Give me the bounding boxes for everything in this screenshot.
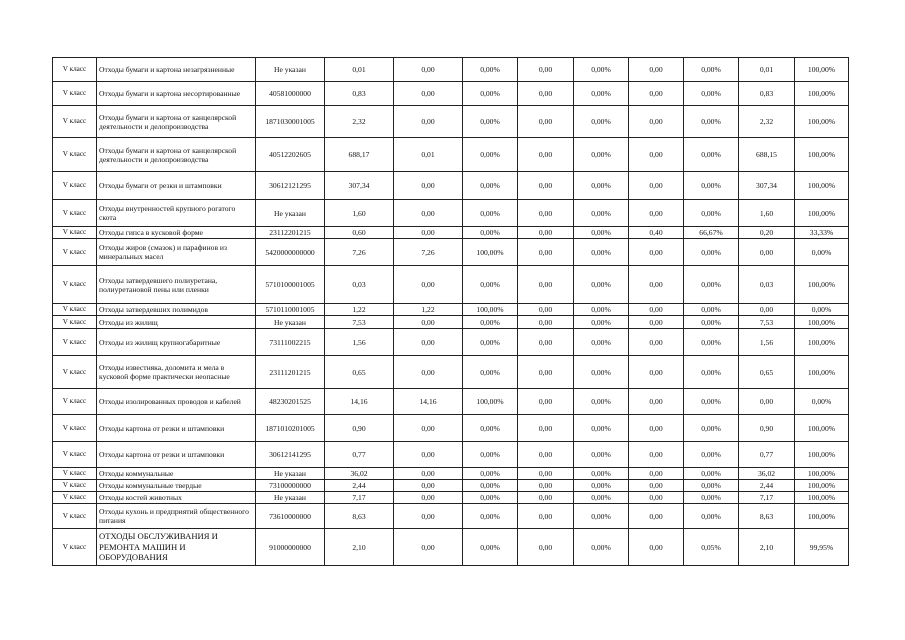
col5-cell: 0,00% <box>574 329 629 356</box>
col2-cell: 0,00 <box>394 82 463 106</box>
col4-cell: 0,00 <box>518 529 574 566</box>
class-cell: V класс <box>53 58 97 82</box>
col6-cell: 0,00 <box>629 329 684 356</box>
amount-cell: 7,53 <box>325 316 394 329</box>
col2-cell: 0,00 <box>394 106 463 138</box>
col4-cell: 0,00 <box>518 504 574 529</box>
col4-cell: 0,00 <box>518 200 574 227</box>
col3-cell: 0,00% <box>463 504 518 529</box>
col2-cell: 0,00 <box>394 172 463 200</box>
col2-cell: 0,00 <box>394 468 463 480</box>
col7-cell: 0,00% <box>684 138 739 172</box>
col7-cell: 0,00% <box>684 389 739 415</box>
col5-cell: 0,00% <box>574 356 629 389</box>
code-cell: 73100000000 <box>256 480 325 492</box>
col8-cell: 8,63 <box>739 504 795 529</box>
col6-cell: 0,00 <box>629 529 684 566</box>
col3-cell: 0,00% <box>463 442 518 468</box>
col5-cell: 0,00% <box>574 316 629 329</box>
col4-cell: 0,00 <box>518 239 574 266</box>
col2-cell: 0,00 <box>394 329 463 356</box>
col8-cell: 0,00 <box>739 239 795 266</box>
class-cell: V класс <box>53 356 97 389</box>
col7-cell: 0,05% <box>684 529 739 566</box>
col8-cell: 0,00 <box>739 304 795 316</box>
col9-cell: 100,00% <box>795 492 849 504</box>
name-cell: Отходы жиров (смазок) и парафинов из минеральных масел <box>97 239 256 266</box>
name-cell: Отходы коммунальные <box>97 468 256 480</box>
col8-cell: 0,77 <box>739 442 795 468</box>
col6-cell: 0,00 <box>629 106 684 138</box>
col9-cell: 100,00% <box>795 106 849 138</box>
amount-cell: 1,60 <box>325 200 394 227</box>
col7-cell: 0,00% <box>684 200 739 227</box>
col5-cell: 0,00% <box>574 304 629 316</box>
col7-cell: 0,00% <box>684 316 739 329</box>
col3-cell: 100,00% <box>463 239 518 266</box>
col7-cell: 0,00% <box>684 58 739 82</box>
name-cell: Отходы из жилищ <box>97 316 256 329</box>
code-cell: 40581000000 <box>256 82 325 106</box>
col5-cell: 0,00% <box>574 227 629 239</box>
table-row <box>53 468 849 480</box>
col6-cell: 0,00 <box>629 492 684 504</box>
col3-cell: 0,00% <box>463 316 518 329</box>
code-cell: 1871030001005 <box>256 106 325 138</box>
code-cell: 73610000000 <box>256 504 325 529</box>
table-row <box>53 480 849 492</box>
amount-cell: 1,56 <box>325 329 394 356</box>
code-cell: 91000000000 <box>256 529 325 566</box>
col3-cell: 0,00% <box>463 58 518 82</box>
col7-cell: 0,00% <box>684 492 739 504</box>
amount-cell: 2,32 <box>325 106 394 138</box>
col9-cell: 100,00% <box>795 329 849 356</box>
class-cell: V класс <box>53 442 97 468</box>
col4-cell: 0,00 <box>518 138 574 172</box>
col8-cell: 2,32 <box>739 106 795 138</box>
col5-cell: 0,00% <box>574 415 629 442</box>
code-cell: Не указан <box>256 468 325 480</box>
class-cell: V класс <box>53 239 97 266</box>
col3-cell: 100,00% <box>463 389 518 415</box>
col9-cell: 100,00% <box>795 138 849 172</box>
col5-cell: 0,00% <box>574 138 629 172</box>
name-cell: Отходы известняка, доломита и мела в кусковой форме практически неопасные <box>97 356 256 389</box>
name-cell: Отходы картона от резки и штамповки <box>97 442 256 468</box>
col5-cell: 0,00% <box>574 172 629 200</box>
col2-cell: 0,00 <box>394 415 463 442</box>
code-cell: Не указан <box>256 316 325 329</box>
col3-cell: 0,00% <box>463 266 518 304</box>
amount-cell: 7,17 <box>325 492 394 504</box>
col8-cell: 7,17 <box>739 492 795 504</box>
name-cell: Отходы кухонь и предприятий общественного питания <box>97 504 256 529</box>
col4-cell: 0,00 <box>518 329 574 356</box>
col3-cell: 0,00% <box>463 200 518 227</box>
amount-cell: 0,60 <box>325 227 394 239</box>
code-cell: 5420000000000 <box>256 239 325 266</box>
name-cell: Отходы бумаги и картона от канцелярской деятельности и делопроизводства <box>97 138 256 172</box>
class-cell: V класс <box>53 172 97 200</box>
col3-cell: 0,00% <box>463 468 518 480</box>
code-cell: 5710100001005 <box>256 266 325 304</box>
table-row <box>53 58 849 82</box>
col9-cell: 0,00% <box>795 389 849 415</box>
col3-cell: 0,00% <box>463 106 518 138</box>
col9-cell: 100,00% <box>795 316 849 329</box>
code-cell: Не указан <box>256 200 325 227</box>
amount-cell: 0,03 <box>325 266 394 304</box>
col7-cell: 0,00% <box>684 82 739 106</box>
name-cell: Отходы бумаги от резки и штамповки <box>97 172 256 200</box>
code-cell: Не указан <box>256 492 325 504</box>
col8-cell: 0,90 <box>739 415 795 442</box>
col7-cell: 0,00% <box>684 504 739 529</box>
name-cell: Отходы затвердевшего полиуретана, полиуретановой пены или пленки <box>97 266 256 304</box>
col7-cell: 0,00% <box>684 442 739 468</box>
col6-cell: 0,00 <box>629 415 684 442</box>
col9-cell: 33,33% <box>795 227 849 239</box>
col2-cell: 0,00 <box>394 492 463 504</box>
class-cell: V класс <box>53 200 97 227</box>
class-cell: V класс <box>53 82 97 106</box>
name-cell: Отходы бумаги и картона от канцелярской деятельности и делопроизводства <box>97 106 256 138</box>
amount-cell: 307,34 <box>325 172 394 200</box>
name-cell: Отходы картона от резки и штамповки <box>97 415 256 442</box>
class-cell: V класс <box>53 529 97 566</box>
col4-cell: 0,00 <box>518 492 574 504</box>
col9-cell: 100,00% <box>795 442 849 468</box>
col2-cell: 0,00 <box>394 316 463 329</box>
code-cell: 73111002215 <box>256 329 325 356</box>
amount-cell: 14,16 <box>325 389 394 415</box>
col3-cell: 0,00% <box>463 82 518 106</box>
col8-cell: 7,53 <box>739 316 795 329</box>
table-row <box>53 172 849 200</box>
col3-cell: 0,00% <box>463 492 518 504</box>
col8-cell: 0,83 <box>739 82 795 106</box>
col7-cell: 0,00% <box>684 304 739 316</box>
col4-cell: 0,00 <box>518 480 574 492</box>
class-cell: V класс <box>53 316 97 329</box>
table-row <box>53 239 849 266</box>
table-row <box>53 504 849 529</box>
code-cell: 23112201215 <box>256 227 325 239</box>
col3-cell: 100,00% <box>463 304 518 316</box>
col2-cell: 0,00 <box>394 480 463 492</box>
col2-cell: 0,01 <box>394 138 463 172</box>
table-row <box>53 415 849 442</box>
class-cell: V класс <box>53 389 97 415</box>
col2-cell: 14,16 <box>394 389 463 415</box>
class-cell: V класс <box>53 492 97 504</box>
col2-cell: 1,22 <box>394 304 463 316</box>
col4-cell: 0,00 <box>518 316 574 329</box>
col2-cell: 0,00 <box>394 266 463 304</box>
col7-cell: 0,00% <box>684 106 739 138</box>
amount-cell: 0,77 <box>325 442 394 468</box>
code-cell: 23111201215 <box>256 356 325 389</box>
col3-cell: 0,00% <box>463 415 518 442</box>
col6-cell: 0,00 <box>629 138 684 172</box>
col5-cell: 0,00% <box>574 504 629 529</box>
amount-cell: 8,63 <box>325 504 394 529</box>
col5-cell: 0,00% <box>574 492 629 504</box>
col5-cell: 0,00% <box>574 389 629 415</box>
col8-cell: 0,65 <box>739 356 795 389</box>
amount-cell: 7,26 <box>325 239 394 266</box>
class-cell: V класс <box>53 480 97 492</box>
col4-cell: 0,00 <box>518 227 574 239</box>
col4-cell: 0,00 <box>518 172 574 200</box>
col5-cell: 0,00% <box>574 266 629 304</box>
table-row <box>53 529 849 566</box>
col5-cell: 0,00% <box>574 480 629 492</box>
col5-cell: 0,00% <box>574 200 629 227</box>
class-cell: V класс <box>53 138 97 172</box>
table-row <box>53 442 849 468</box>
class-cell: V класс <box>53 329 97 356</box>
col8-cell: 2,44 <box>739 480 795 492</box>
col8-cell: 1,56 <box>739 329 795 356</box>
col2-cell: 0,00 <box>394 356 463 389</box>
waste-table <box>52 57 849 566</box>
col7-cell: 0,00% <box>684 480 739 492</box>
col5-cell: 0,00% <box>574 442 629 468</box>
code-cell: Не указан <box>256 58 325 82</box>
name-cell: Отходы гипса в кусковой форме <box>97 227 256 239</box>
col2-cell: 0,00 <box>394 227 463 239</box>
amount-cell: 1,22 <box>325 304 394 316</box>
col7-cell: 0,00% <box>684 415 739 442</box>
name-cell: Отходы бумаги и картона несортированные <box>97 82 256 106</box>
col4-cell: 0,00 <box>518 106 574 138</box>
table-row <box>53 316 849 329</box>
col4-cell: 0,00 <box>518 389 574 415</box>
table-row <box>53 227 849 239</box>
code-cell: 5710110001005 <box>256 304 325 316</box>
col6-cell: 0,00 <box>629 504 684 529</box>
col2-cell: 0,00 <box>394 200 463 227</box>
col7-cell: 0,00% <box>684 356 739 389</box>
amount-cell: 36,02 <box>325 468 394 480</box>
col5-cell: 0,00% <box>574 239 629 266</box>
amount-cell: 0,90 <box>325 415 394 442</box>
col9-cell: 0,00% <box>795 239 849 266</box>
col6-cell: 0,00 <box>629 442 684 468</box>
class-cell: V класс <box>53 468 97 480</box>
col3-cell: 0,00% <box>463 480 518 492</box>
col5-cell: 0,00% <box>574 529 629 566</box>
col2-cell: 0,00 <box>394 58 463 82</box>
col3-cell: 0,00% <box>463 529 518 566</box>
name-cell: Отходы затвердевших полимидов <box>97 304 256 316</box>
col5-cell: 0,00% <box>574 82 629 106</box>
table-row <box>53 200 849 227</box>
col8-cell: 307,34 <box>739 172 795 200</box>
class-cell: V класс <box>53 227 97 239</box>
code-cell: 30612141295 <box>256 442 325 468</box>
col6-cell: 0,00 <box>629 266 684 304</box>
col8-cell: 0,20 <box>739 227 795 239</box>
col7-cell: 0,00% <box>684 172 739 200</box>
col3-cell: 0,00% <box>463 356 518 389</box>
col4-cell: 0,00 <box>518 82 574 106</box>
amount-cell: 2,44 <box>325 480 394 492</box>
col6-cell: 0,00 <box>629 304 684 316</box>
col4-cell: 0,00 <box>518 304 574 316</box>
col3-cell: 0,00% <box>463 138 518 172</box>
col3-cell: 0,00% <box>463 172 518 200</box>
amount-cell: 2,10 <box>325 529 394 566</box>
col6-cell: 0,00 <box>629 200 684 227</box>
col6-cell: 0,00 <box>629 480 684 492</box>
col9-cell: 100,00% <box>795 172 849 200</box>
amount-cell: 0,83 <box>325 82 394 106</box>
col4-cell: 0,00 <box>518 442 574 468</box>
col7-cell: 0,00% <box>684 239 739 266</box>
table-row <box>53 389 849 415</box>
table-row <box>53 304 849 316</box>
name-cell: Отходы внутренностей крупного рогатого скота <box>97 200 256 227</box>
name-cell: ОТХОДЫ ОБСЛУЖИВАНИЯ И РЕМОНТА МАШИН И ОБОРУДОВАНИЯ <box>97 529 256 566</box>
col8-cell: 0,01 <box>739 58 795 82</box>
code-cell: 30612121295 <box>256 172 325 200</box>
col9-cell: 100,00% <box>795 504 849 529</box>
col8-cell: 36,02 <box>739 468 795 480</box>
col8-cell: 1,60 <box>739 200 795 227</box>
col2-cell: 0,00 <box>394 529 463 566</box>
class-cell: V класс <box>53 266 97 304</box>
col9-cell: 100,00% <box>795 200 849 227</box>
table-row <box>53 329 849 356</box>
col8-cell: 688,15 <box>739 138 795 172</box>
name-cell: Отходы бумаги и картона незагрязненные <box>97 58 256 82</box>
amount-cell: 0,01 <box>325 58 394 82</box>
table-row <box>53 266 849 304</box>
table-row <box>53 138 849 172</box>
code-cell: 48230201525 <box>256 389 325 415</box>
col9-cell: 99,95% <box>795 529 849 566</box>
col9-cell: 100,00% <box>795 266 849 304</box>
col8-cell: 0,03 <box>739 266 795 304</box>
col9-cell: 100,00% <box>795 356 849 389</box>
col9-cell: 0,00% <box>795 304 849 316</box>
col2-cell: 0,00 <box>394 442 463 468</box>
table-row <box>53 356 849 389</box>
col6-cell: 0,00 <box>629 239 684 266</box>
class-cell: V класс <box>53 304 97 316</box>
table-body <box>53 58 849 566</box>
amount-cell: 688,17 <box>325 138 394 172</box>
col4-cell: 0,00 <box>518 266 574 304</box>
col6-cell: 0,00 <box>629 82 684 106</box>
col4-cell: 0,00 <box>518 356 574 389</box>
col9-cell: 100,00% <box>795 468 849 480</box>
col6-cell: 0,00 <box>629 468 684 480</box>
col6-cell: 0,00 <box>629 316 684 329</box>
col7-cell: 0,00% <box>684 266 739 304</box>
code-cell: 1871010201005 <box>256 415 325 442</box>
amount-cell: 0,65 <box>325 356 394 389</box>
table-row <box>53 106 849 138</box>
class-cell: V класс <box>53 106 97 138</box>
col4-cell: 0,00 <box>518 58 574 82</box>
col9-cell: 100,00% <box>795 58 849 82</box>
col5-cell: 0,00% <box>574 58 629 82</box>
col9-cell: 100,00% <box>795 82 849 106</box>
col5-cell: 0,00% <box>574 106 629 138</box>
class-cell: V класс <box>53 504 97 529</box>
name-cell: Отходы изолированных проводов и кабелей <box>97 389 256 415</box>
col4-cell: 0,00 <box>518 415 574 442</box>
table-row <box>53 82 849 106</box>
name-cell: Отходы костей животных <box>97 492 256 504</box>
col7-cell: 66,67% <box>684 227 739 239</box>
col6-cell: 0,00 <box>629 58 684 82</box>
name-cell: Отходы из жилищ крупногабаритные <box>97 329 256 356</box>
col6-cell: 0,40 <box>629 227 684 239</box>
col4-cell: 0,00 <box>518 468 574 480</box>
col8-cell: 0,00 <box>739 389 795 415</box>
col2-cell: 0,00 <box>394 504 463 529</box>
col6-cell: 0,00 <box>629 356 684 389</box>
col5-cell: 0,00% <box>574 468 629 480</box>
col2-cell: 7,26 <box>394 239 463 266</box>
col9-cell: 100,00% <box>795 480 849 492</box>
col9-cell: 100,00% <box>795 415 849 442</box>
class-cell: V класс <box>53 415 97 442</box>
code-cell: 40512202605 <box>256 138 325 172</box>
col6-cell: 0,00 <box>629 172 684 200</box>
col8-cell: 2,10 <box>739 529 795 566</box>
col3-cell: 0,00% <box>463 329 518 356</box>
col3-cell: 0,00% <box>463 227 518 239</box>
table-row <box>53 492 849 504</box>
name-cell: Отходы коммунальные твердые <box>97 480 256 492</box>
col7-cell: 0,00% <box>684 329 739 356</box>
col6-cell: 0,00 <box>629 389 684 415</box>
col7-cell: 0,00% <box>684 468 739 480</box>
